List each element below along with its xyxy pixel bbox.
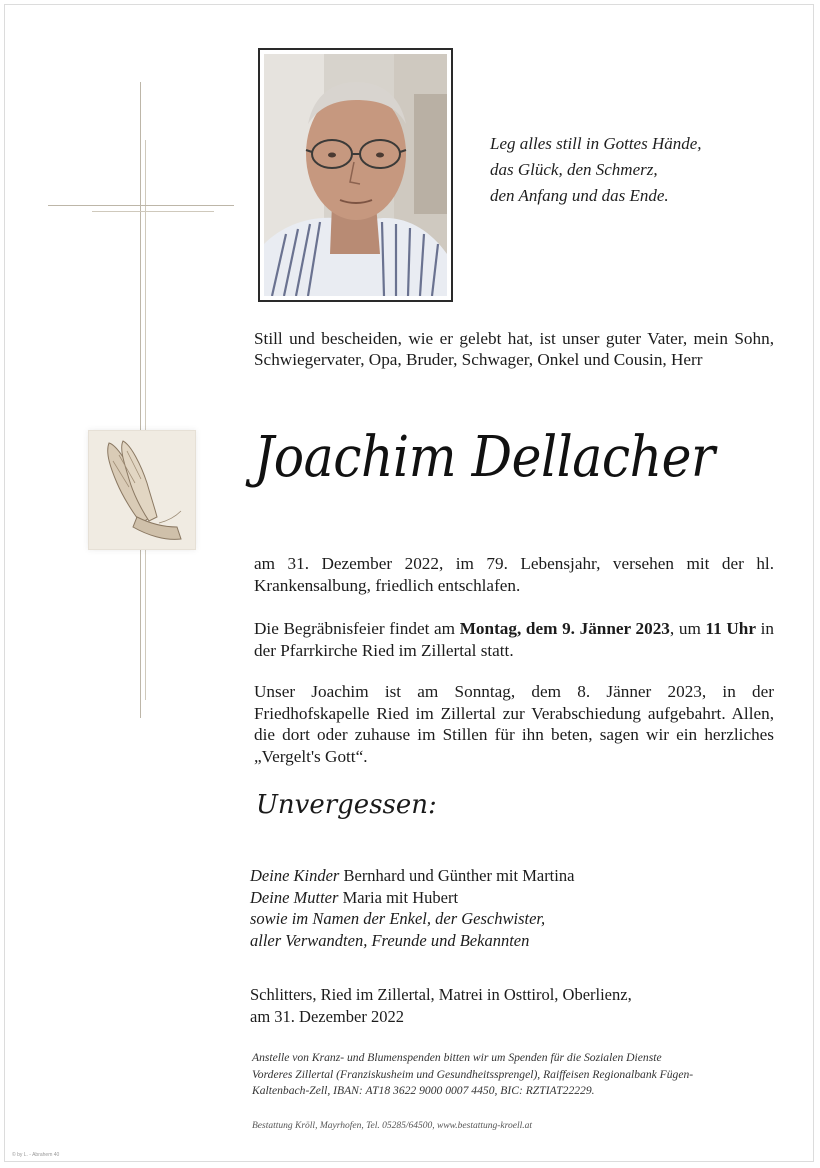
places-date [250,984,790,1027]
donation-line: Vorderes Zillertal (Franziskusheim und Gesundheitssprengel), Raiffeisen Regionalbank Fügen- [252,1067,694,1081]
deceased-name [254,418,794,498]
funeral-mid: , um [669,619,706,638]
deceased-name-text: Joachim Dellacher [254,425,715,490]
undertaker-info: Bestattung Kröll, Mayrhofen, Tel. 05285/64500, www.bestattung-kroell.at [252,1121,532,1131]
family-list [250,865,790,951]
date-line: am 31. Dezember 2022 [250,1006,404,1026]
funeral-time: 11 Uhr [705,619,756,638]
death-notice: am 31. Dezember 2022, im 79. Lebensjahr, versehen mit der hl. Krankensalbung, friedlich entschlafen. [254,554,774,595]
donation-note [252,1050,772,1100]
poem-line: Leg alles still in Gottes Hände, [490,134,702,153]
cross-vertical-line-inner [145,140,146,700]
farewell-info: Unser Joachim ist am Sonntag, dem 8. Jänner 2023, in der Friedhofskapelle Ried im Zillertal zur Verabschiedung aufgebahrt. Allen, die dort oder zuhause im Stillen für ihn beten, sagen wir ein herzliches „Vergelt's Gott“. [254,682,774,766]
donation-line: Anstelle von Kranz- und Blumenspenden bitten wir um Spenden für die Sozialen Dienste [252,1051,662,1064]
intro-text: Still und bescheiden, wie er gelebt hat, ist unser guter Vater, mein Sohn, Schwiegervater, Opa, Bruder, Schwager, Onkel und Cousin, Herr [254,329,774,369]
donation-line: Kaltenbach-Zell, IBAN: AT18 3622 9000 0007 4450, BIC: RZTIAT22229. [252,1084,595,1097]
family-mother-names: Maria mit Hubert [338,887,459,907]
poem [490,131,790,209]
cross-horizontal-line-inner [92,211,214,212]
remembrance-heading: Unvergessen: [256,790,437,820]
family-line: sowie im Namen der Enkel, der Geschwister, [250,909,546,928]
cross-vertical-line [140,82,141,718]
family-children-label: Deine Kinder [250,866,340,885]
funeral-post: in der Pfarrkirche Ried im Zillertal statt. [254,619,775,660]
imprint-text: © by L. - Abrahem 40 [12,1152,60,1158]
poem-line: den Anfang und das Ende. [490,186,669,205]
funeral-date: Montag, dem 9. Jänner 2023 [459,619,670,638]
family-mother [250,887,790,909]
portrait-photo [258,48,453,302]
praying-hands-icon [88,430,196,550]
family-mother-label: Deine Mutter [250,887,339,907]
places-line: Schlitters, Ried im Zillertal, Matrei in Osttirol, Oberlienz, [250,985,632,1004]
family-line: aller Verwandten, Freunde und Bekannten [250,930,530,950]
cross-horizontal-line [48,205,234,206]
family-children [250,865,790,887]
family-children-names: Bernhard und Günther mit Martina [339,866,575,885]
funeral-info [254,618,774,661]
poem-line: das Glück, den Schmerz, [490,160,658,179]
funeral-pre: Die Begräbnisfeier findet am [254,619,460,638]
